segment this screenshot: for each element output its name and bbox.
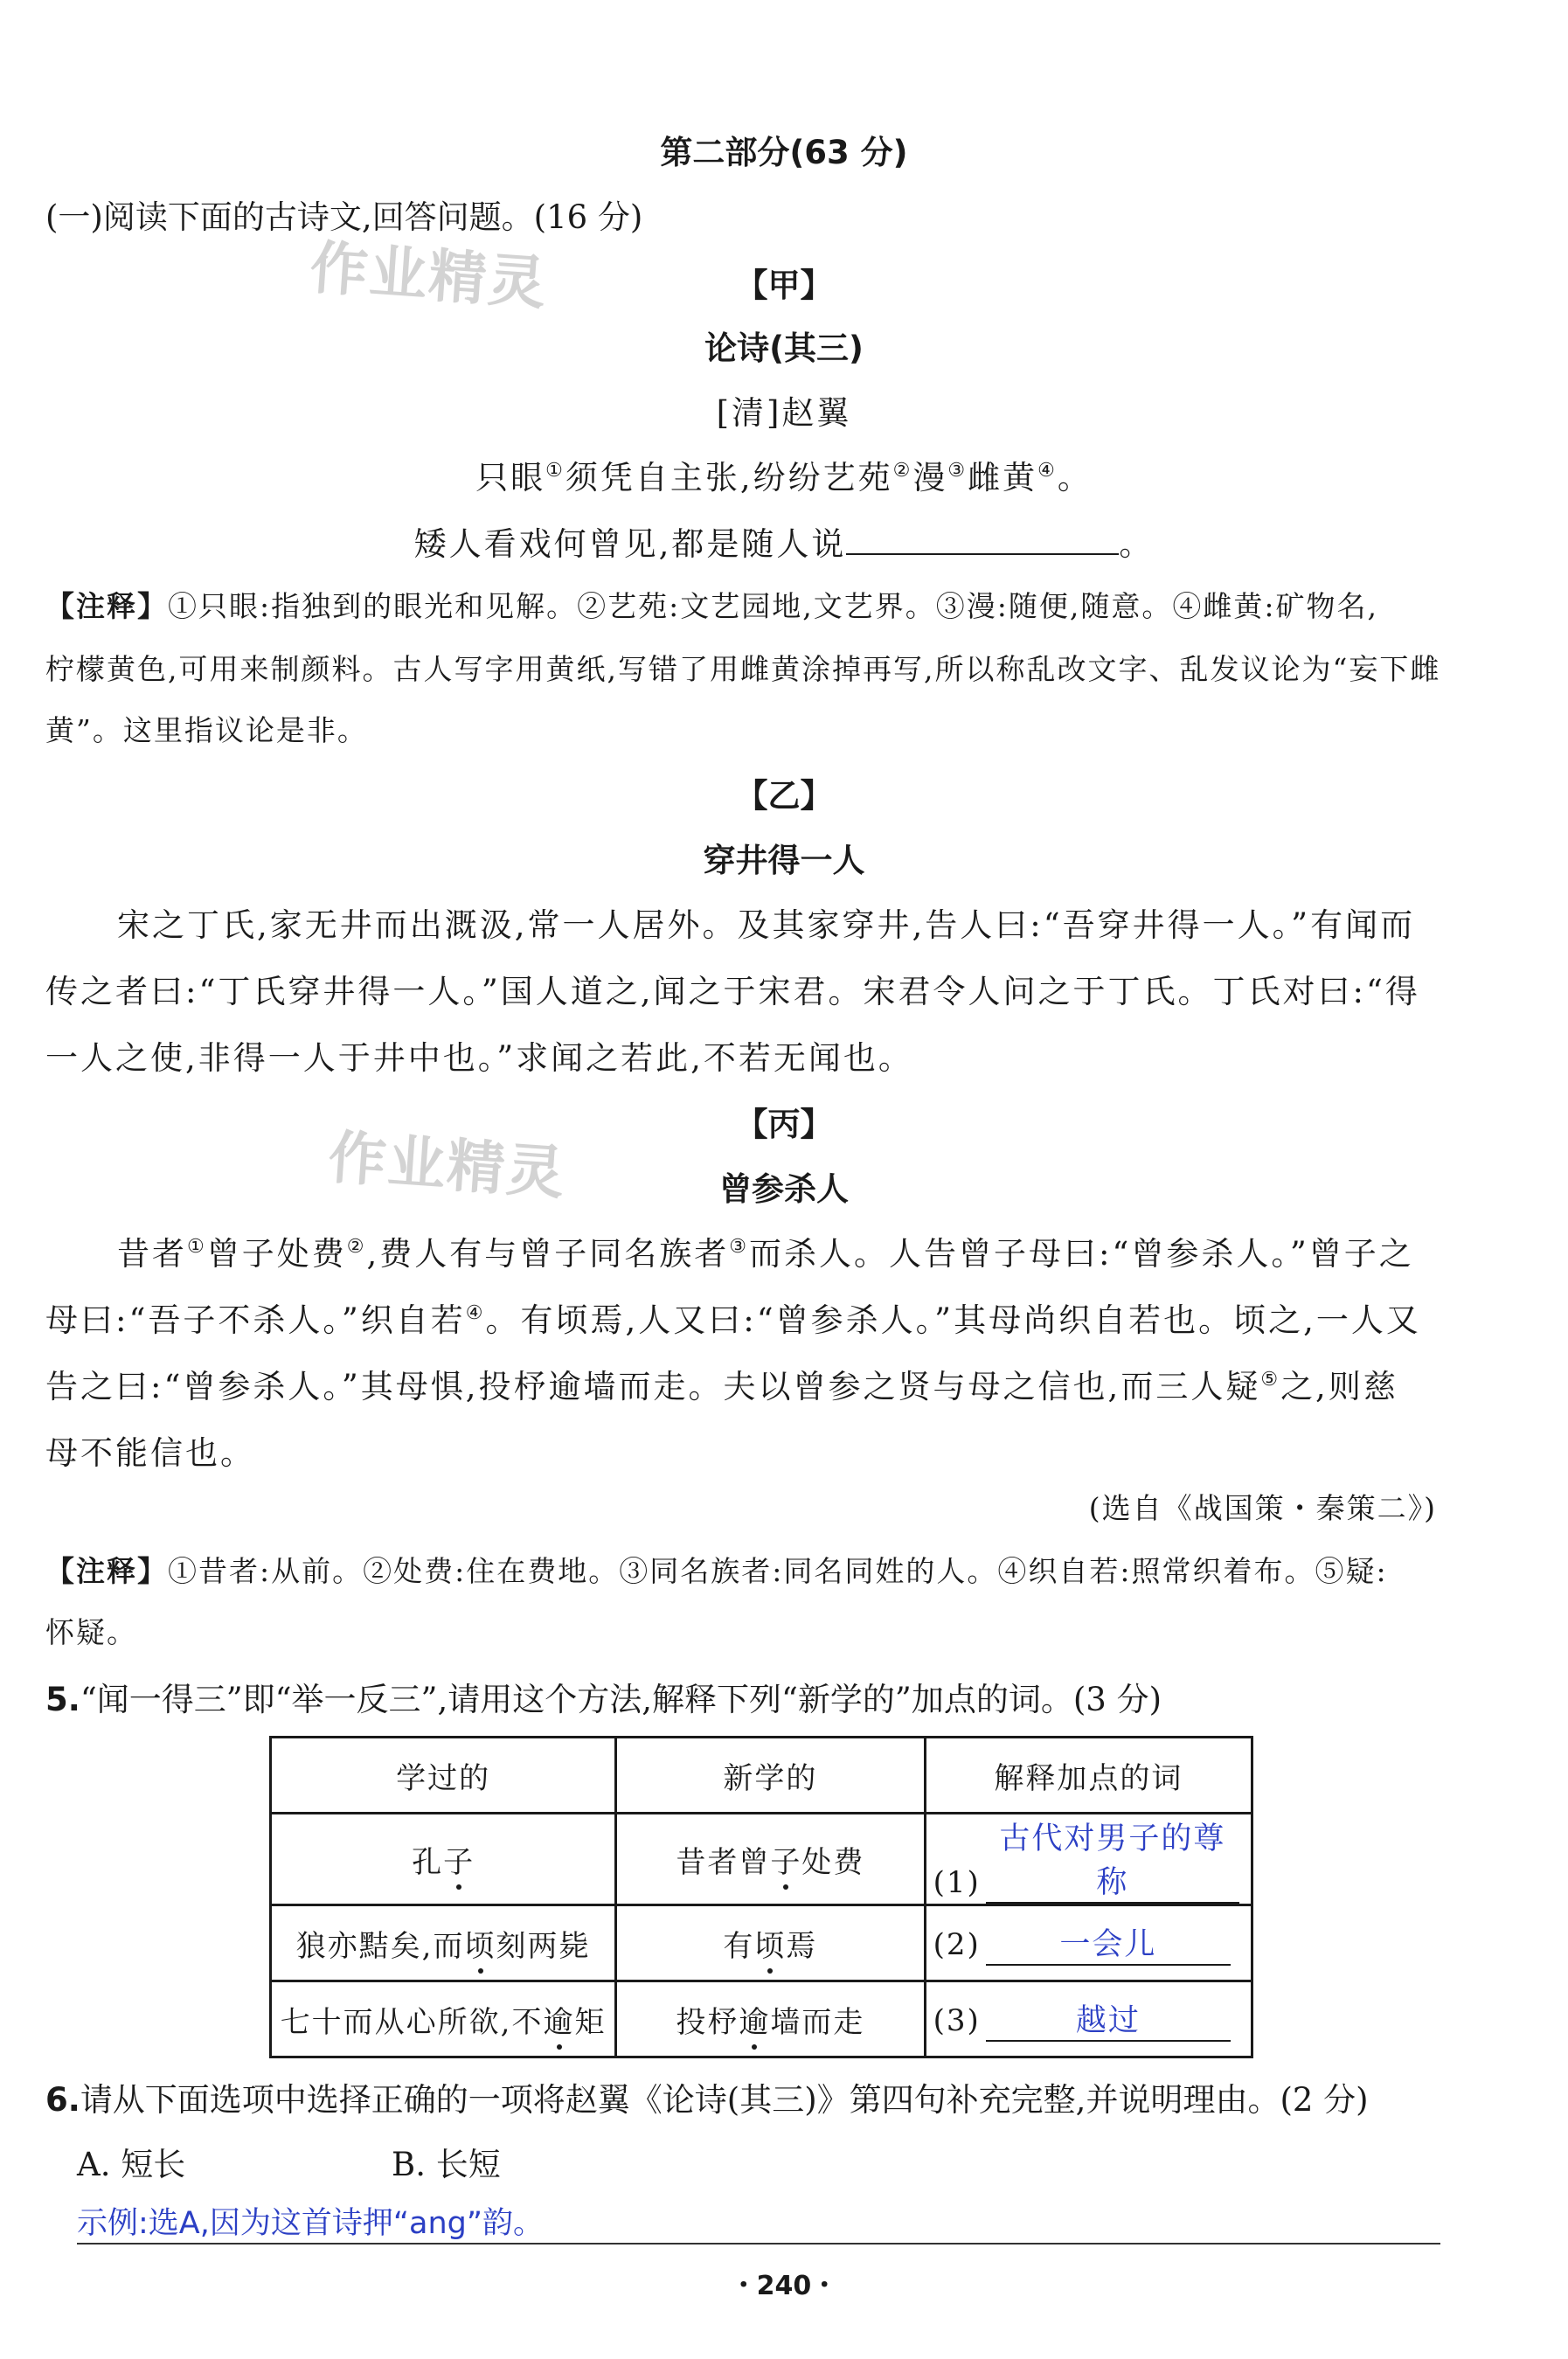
answer-field[interactable]: 一会儿 (986, 1920, 1231, 1966)
learned-cell (271, 1981, 616, 2057)
note-label: 【注释】 (45, 589, 168, 623)
dotted-word: 顷 (465, 1922, 496, 1965)
cell-text: 孔 (412, 1844, 444, 1880)
answer-field[interactable]: 古代对男子的尊称 (986, 1814, 1239, 1904)
q5-prompt (45, 1673, 1162, 1720)
dotted-word: 顷 (754, 1922, 786, 1965)
cell-text: 有 (723, 1928, 755, 1964)
bing-text: ,费人有与曾子同名族者 (366, 1235, 730, 1273)
page-number: ・240・ (730, 2271, 838, 2301)
bing-text: 。有顷焉,人又曰:“曾参杀人。”其母尚织自若也。顷之,一人又 (485, 1301, 1421, 1339)
bing-note-line-2: 怀疑。 (45, 1615, 137, 1649)
poem-line-1-a: 只眼 (475, 459, 546, 496)
note-mark-2: ② (892, 460, 913, 482)
new-cell (616, 1905, 925, 1981)
q6-number: 6. (45, 2081, 80, 2119)
bing-source: (选自《战国策・秦策二》) (1088, 1491, 1437, 1525)
note-mark-2: ② (346, 1236, 367, 1258)
learned-cell (271, 1905, 616, 1981)
answer-label: (3) (933, 2003, 981, 2038)
q6-option-b[interactable]: B. 长短 (392, 2146, 501, 2183)
watermark: 作业精灵 (308, 233, 550, 318)
poem-line-2 (0, 517, 1568, 565)
answer-field[interactable]: 越过 (986, 1996, 1231, 2042)
bing-line-2 (45, 1294, 1421, 1341)
answer-label: (2) (933, 1927, 981, 1962)
q6-option-a[interactable]: A. 短长 (77, 2146, 186, 2183)
cell-text: 昔者曾 (676, 1844, 771, 1880)
poem-note-line-2: 柠檬黄色,可用来制颜料。古人写字用黄纸,写错了用雌黄涂掉再写,所以称乱改文字、乱发议论为“妄下雌 (45, 652, 1441, 686)
note-label: 【注释】 (45, 1554, 168, 1588)
note-mark-1: ① (187, 1236, 207, 1258)
poem-author: [清]赵翼 (716, 394, 852, 432)
part-one-instruction: (一)阅读下面的古诗文,回答问题。(16 分) (45, 198, 643, 236)
yi-line-1: 宋之丁氏,家无井而出溉汲,常一人居外。及其家穿井,告人曰:“吾穿井得一人。”有闻而 (117, 906, 1416, 944)
new-cell (616, 1814, 925, 1905)
watermark: 作业精灵 (326, 1123, 568, 1208)
bing-text: 昔者 (117, 1235, 187, 1273)
table-row (271, 1981, 1252, 2057)
q5-table (269, 1736, 1253, 2058)
note-mark-3: ③ (729, 1236, 749, 1258)
section-title: 第二部分(63 分) (660, 134, 908, 171)
poem-line-2-b: 。 (1119, 525, 1155, 563)
table-header: 新学的 (616, 1738, 925, 1814)
bing-marker: 【丙】 (735, 1106, 833, 1143)
table-header-row (271, 1738, 1252, 1814)
answer-cell (925, 1981, 1252, 2057)
q5-text: “闻一得三”即“举一反三”,请用这个方法,解释下列“新学的”加点的词。(3 分) (80, 1681, 1162, 1718)
yi-line-3: 一人之使,非得一人于井中也。”求闻之若此,不若无闻也。 (45, 1039, 913, 1077)
yi-marker: 【乙】 (735, 777, 833, 815)
yi-line-2: 传之者曰:“丁氏穿井得一人。”国人道之,闻之于宋君。宋君令人问之于丁氏。丁氏对曰:“得 (45, 973, 1420, 1010)
table-row (271, 1905, 1252, 1981)
note-text: ①只眼:指独到的眼光和见解。②艺苑:文艺园地,文艺界。③漫:随便,随意。④雌黄:矿物名, (168, 589, 1378, 623)
poem-note-line-1 (45, 584, 1378, 625)
table-header: 解释加点的词 (925, 1738, 1252, 1814)
cell-text: 七十而从心所欲,不 (280, 2004, 544, 2040)
bing-text: 而杀人。人告曾子母曰:“曾参杀人。”曾子之 (748, 1235, 1414, 1273)
q6-text: 请从下面选项中选择正确的一项将赵翼《论诗(其三)》第四句补充完整,并说明理由。(2 分) (80, 2081, 1369, 2119)
dotted-word: 逾 (544, 1998, 575, 2041)
bing-line-1 (117, 1227, 1414, 1274)
cell-text: 刻两毙 (496, 1928, 591, 1964)
dotted-word: 子 (443, 1838, 475, 1881)
bing-text: 母曰:“吾子不杀人。”织自若 (45, 1301, 466, 1339)
jia-marker: 【甲】 (735, 267, 833, 304)
note-mark-4: ④ (1037, 460, 1058, 482)
bing-note-line-1 (45, 1549, 1388, 1590)
bing-text: 告之曰:“曾参杀人。”其母惧,投杼逾墙而走。夫以曾参之贤与母之信也,而三人疑 (45, 1368, 1261, 1405)
learned-cell (271, 1814, 616, 1905)
bing-text: 曾子处费 (206, 1235, 347, 1273)
divider (77, 2243, 1440, 2245)
answer-label: (1) (933, 1865, 981, 1900)
cell-text: 处费 (801, 1844, 865, 1880)
bing-line-3 (45, 1360, 1398, 1407)
poem-title: 论诗(其三) (704, 330, 864, 367)
note-text: ①昔者:从前。②处费:住在费地。③同名族者:同名同姓的人。④织自若:照常织着布。⑤疑: (168, 1554, 1388, 1588)
poem-line-1-c: 漫 (912, 459, 948, 496)
q5-number: 5. (45, 1681, 80, 1718)
table-row (271, 1814, 1252, 1905)
note-mark-4: ④ (465, 1302, 486, 1324)
cell-text: 矩 (574, 2004, 607, 2040)
poem-line-2-a: 矮人看戏何曾见,都是随人说 (413, 525, 847, 563)
cell-text: 墙而走 (770, 2004, 865, 2040)
new-cell (616, 1981, 925, 2057)
bing-title: 曾参杀人 (719, 1170, 849, 1208)
table-header: 学过的 (271, 1738, 616, 1814)
cell-text: 焉 (786, 1928, 818, 1964)
bing-text: 之,则慈 (1280, 1368, 1398, 1405)
cell-text: 狼亦黠矣,而 (295, 1928, 465, 1964)
note-mark-5: ⑤ (1260, 1369, 1281, 1391)
dotted-word: 子 (770, 1838, 801, 1881)
bing-line-4: 母不能信也。 (45, 1434, 255, 1472)
poem-line-1-d: 雌黄 (968, 459, 1038, 496)
dotted-word: 逾 (739, 1998, 770, 2041)
answer-cell (925, 1814, 1252, 1905)
q6-answer[interactable]: 示例:选A,因为这首诗押“ang”韵。 (77, 2206, 544, 2241)
poem-line-1-e: 。 (1057, 459, 1093, 496)
yi-title: 穿井得一人 (703, 842, 865, 879)
cell-text: 投杼 (676, 2004, 739, 2040)
answer-cell (925, 1905, 1252, 1981)
poem-note-line-3: 黄”。这里指议论是非。 (45, 713, 368, 747)
note-mark-1: ① (545, 460, 565, 482)
q6-prompt (45, 2073, 1369, 2120)
poem-answer-blank[interactable] (846, 553, 1119, 555)
poem-line-1-b: 须凭自主张,纷纷艺苑 (565, 459, 893, 496)
note-mark-3: ③ (947, 460, 968, 482)
poem-line-1 (0, 451, 1568, 498)
